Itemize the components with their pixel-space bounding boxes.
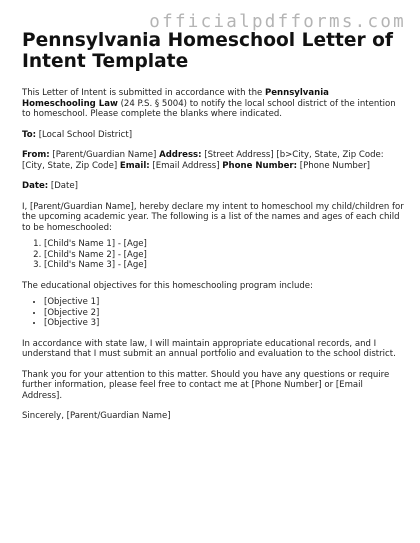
date-label: Date: [22, 181, 49, 191]
law-name: Pennsylvania Homeschooling Law [22, 88, 329, 109]
address-value: [Street Address] [b>City, State, Zip Code: [City, State, Zip Code] [22, 150, 384, 171]
intro-text-before: This Letter of Intent is submitted in accordance with the [22, 88, 265, 98]
letter-document [22, 30, 404, 432]
from-label: From: [22, 150, 50, 160]
list-item: 3. [Child's Name 3] - [Age] [44, 260, 404, 271]
to-value: [Local School District] [38, 129, 133, 140]
children-list [44, 239, 404, 271]
closing-line: Sincerely, [Parent/Guardian Name] [22, 411, 171, 421]
from-value: [Parent/Guardian Name] [52, 150, 157, 160]
thanks-paragraph: Thank you for your attention to this matter. Should you have any questions or require further information, please feel free to contact me at [Phone Number] or [Email Address]. [22, 369, 390, 401]
date-line [22, 181, 404, 192]
compliance-paragraph: In accordance with state law, I will maintain appropriate educational records, and I understand that I must submit an annual portfolio and evaluation to the school district. [22, 338, 396, 359]
site-watermark: officialpdfforms.com [149, 12, 406, 32]
phone-value: [Phone Number] [299, 160, 370, 171]
list-item: • [Objective 2] [44, 308, 404, 319]
page-title: Pennsylvania Homeschool Letter of Intent Template [22, 30, 393, 72]
objectives-intro: The educational objectives for this homeschooling program include: [22, 280, 313, 291]
phone-label: Phone Number: [222, 160, 298, 171]
recipient-line [22, 130, 404, 141]
sender-block [22, 150, 404, 171]
email-value: [Email Address] [152, 160, 220, 171]
email-label: Email: [119, 160, 150, 171]
list-item: • [Objective 1] [44, 297, 404, 308]
intro-paragraph [22, 88, 404, 120]
list-item: • [Objective 3] [44, 318, 404, 329]
to-label: To: [22, 129, 36, 140]
objectives-list [44, 297, 404, 329]
list-item: 2. [Child's Name 2] - [Age] [44, 250, 404, 261]
date-value: [Date] [50, 181, 78, 191]
intro-text-after: (24 P.S. § 5004) to notify the local school district of the intention to homeschool. Please complete the blanks where indicated. [22, 98, 396, 119]
address-label: Address: [159, 150, 202, 160]
list-item: 1. [Child's Name 1] - [Age] [44, 239, 404, 250]
declaration-paragraph: I, [Parent/Guardian Name], hereby declare my intent to homeschool my child/children for the upcoming academic year. The following is a list of the names and ages of each child to be homeschooled: [22, 201, 404, 233]
